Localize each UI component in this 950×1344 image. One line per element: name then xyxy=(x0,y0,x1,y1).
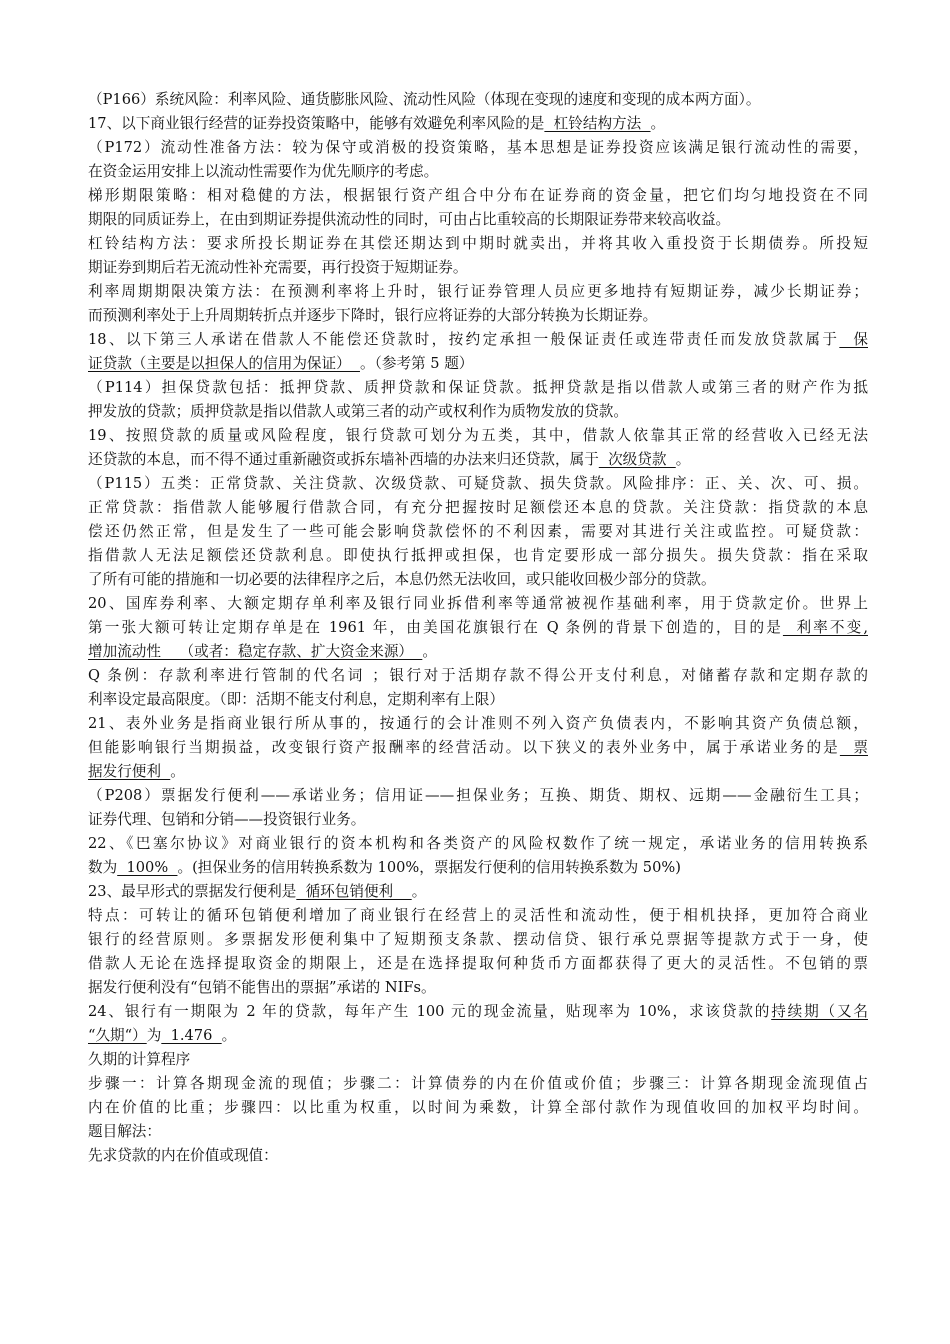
text-line xyxy=(88,856,868,880)
line-text: 在资金运用安排上以流动性需要作为优先顺序的考虑。 xyxy=(88,163,439,180)
line-text: 。 xyxy=(170,763,185,780)
text-line xyxy=(88,928,868,952)
text-line xyxy=(88,112,868,136)
line-text: 而预测利率处于上升周期转折点并逐步下降时，银行应将证券的大部分转换为长期证券。 xyxy=(88,307,658,324)
line-text: 。 xyxy=(650,115,666,132)
text-line xyxy=(88,736,868,760)
line-text: （P172）流动性准备方法：较为保守或消极的投资策略，基本思想是证券投资应该满足银行流动性的需要， xyxy=(88,139,868,156)
answer-blank: 增加流动性 （或者：稳定存款、扩大资金来源） xyxy=(88,643,423,660)
text-line xyxy=(88,424,868,448)
text-line xyxy=(88,880,868,904)
line-text: 期限的同质证券上，在由到期证券提供流动性的同时，可由占比重较高的长期限证券带来较高收益。 xyxy=(88,211,731,228)
line-text: （P114）担保贷款包括：抵押贷款、质押贷款和保证贷款。抵押贷款是指以借款人或第三者的财产作为抵 xyxy=(88,379,868,396)
text-line xyxy=(88,640,868,664)
line-text: 银行的经营原则。多票据发形便利集中了短期预支条款、摆动信贷、银行承兑票据等提款方式于一身，使 xyxy=(88,931,868,948)
answer-blank: 持续期（又名 xyxy=(771,1003,868,1020)
answer-blank: 100% xyxy=(117,859,178,876)
document-page xyxy=(88,88,868,1168)
text-line xyxy=(88,760,868,784)
text-line xyxy=(88,520,868,544)
line-text: Q 条例：存款利率进行管制的代名词 ；银行对于活期存款不得公开支付利息，对储蓄存款和定期存款的 xyxy=(88,667,868,684)
answer-blank: 证贷款（主要是以担保人的信用为保证） xyxy=(88,355,360,372)
answer-blank: 保 xyxy=(839,331,868,348)
text-line xyxy=(88,1120,868,1144)
line-text: 杠铃结构方法：要求所投长期证券在其偿还期达到中期时就卖出，并将其收入重投资于长期债券。所投短 xyxy=(88,235,868,252)
line-text: 20、国库券利率、大额定期存单利率及银行同业拆借利率等通常被视作基础利率，用于贷款定价。世界上 xyxy=(88,595,868,612)
text-line xyxy=(88,616,868,640)
line-text: （P166）系统风险：利率风险、通货膨胀风险、流动性风险（体现在变现的速度和变现的成本两方面）。 xyxy=(88,91,761,108)
line-text: 了所有可能的措施和一切必要的法律程序之后，本息仍然无法收回，或只能收回极少部分的贷款。 xyxy=(88,571,716,588)
line-text: 先求贷款的内在价值或现值： xyxy=(88,1147,278,1164)
line-text: 19、按照贷款的质量或风险程度，银行贷款可划分为五类，其中，借款人依靠其正常的经营收入已经无法 xyxy=(88,427,868,444)
line-text: 17、以下商业银行经营的证券投资策略中，能够有效避免利率风险的是 xyxy=(88,115,545,132)
text-line xyxy=(88,376,868,400)
line-text: 久期的计算程序 xyxy=(88,1051,191,1068)
line-text: 。 xyxy=(411,883,427,900)
answer-blank: 杠铃结构方法 xyxy=(544,115,651,132)
line-text: 。（参考第 5 题） xyxy=(359,355,474,372)
text-line xyxy=(88,544,868,568)
line-text: 押发放的贷款；质押贷款是指以借款人或第三者的动产或权利作为质物发放的贷款。 xyxy=(88,403,628,420)
text-line xyxy=(88,664,868,688)
answer-blank: 1.476 xyxy=(161,1027,222,1044)
text-line xyxy=(88,256,868,280)
text-line xyxy=(88,1072,868,1096)
text-line xyxy=(88,1048,868,1072)
line-text: 据发行便利没有“包销不能售出的票据”承诺的 NIFs。 xyxy=(88,979,436,996)
line-text: 期证券到期后若无流动性补充需要，再行投资于短期证券。 xyxy=(88,259,468,276)
text-line xyxy=(88,976,868,1000)
text-line xyxy=(88,712,868,736)
line-text: 数为 xyxy=(88,859,118,876)
text-line xyxy=(88,808,868,832)
line-text: 内在价值的比重；步骤四：以比重为权重，以时间为乘数，计算全部付款作为现值收回的加权平均时间。 xyxy=(88,1099,868,1116)
line-text: 。(担保业务的信用转换系数为 100%，票据发行便利的信用转换系数为 50%) xyxy=(177,859,681,876)
text-line xyxy=(88,304,868,328)
text-line xyxy=(88,496,868,520)
line-text: 22、《巴塞尔协议》对商业银行的资本机构和各类资产的风险权数作了统一规定，承诺业务的信用转换系 xyxy=(88,835,868,852)
text-line xyxy=(88,952,868,976)
line-text: 21、表外业务是指商业银行所从事的，按通行的会计准则不列入资产负债表内，不影响其资产负债总额， xyxy=(88,715,868,732)
line-text: 为 xyxy=(146,1027,162,1044)
line-text: 利率设定最高限度。（即：活期不能支付利息，定期利率有上限） xyxy=(88,691,504,708)
text-line xyxy=(88,1144,868,1168)
line-text: 利率周期期限决策方法：在预测利率将上升时，银行证券管理人员应更多地持有短期证券，减少长期证券； xyxy=(88,283,868,300)
line-text: （P208）票据发行便利——承诺业务；信用证——担保业务；互换、期货、期权、远期——金融衍生工具； xyxy=(88,787,868,804)
text-line xyxy=(88,472,868,496)
line-text: 。 xyxy=(675,451,691,468)
text-line xyxy=(88,1000,868,1024)
line-text: 步骤一：计算各期现金流的现值；步骤二：计算债券的内在价值或价值；步骤三：计算各期现金流现值占 xyxy=(88,1075,868,1092)
text-line xyxy=(88,352,868,376)
text-line xyxy=(88,832,868,856)
line-text: 梯形期限策略：相对稳健的方法，根据银行资产组合中分布在证券商的资金量，把它们均匀地投资在不同 xyxy=(88,187,868,204)
line-text: 。 xyxy=(221,1027,237,1044)
text-line xyxy=(88,1096,868,1120)
text-line xyxy=(88,592,868,616)
line-text: 18、以下第三人承诺在借款人不能偿还贷款时，按约定承担一般保证责任或连带责任而发放贷款属于 xyxy=(88,331,840,348)
line-text: 还贷款的本息，而不得不通过重新融资或拆东墙补西墙的办法来归还贷款，属于 xyxy=(88,451,599,468)
line-text: 但能影响银行当期损益，改变银行资产报酬率的经营活动。以下狭义的表外业务中，属于承诺业务的是 xyxy=(88,739,840,756)
answer-blank: 据发行便利 xyxy=(88,763,171,780)
text-line xyxy=(88,160,868,184)
text-line xyxy=(88,136,868,160)
line-text: 指借款人无法足额偿还贷款利息。即使执行抵押或担保，也肯定要形成一部分损失。损失贷款：指在采取 xyxy=(88,547,868,564)
answer-blank: “久期“） xyxy=(88,1027,147,1044)
line-text: 第一张大额可转让定期存单是在 1961 年，由美国花旗银行在 Q 条例的背景下创造的，目的是 xyxy=(88,619,783,636)
line-text: 借款人无论在选择提取资金的期限上，还是在选择提取何种货币方面都获得了更大的灵活性。不包销的票 xyxy=(88,955,868,972)
text-line xyxy=(88,784,868,808)
text-line xyxy=(88,688,868,712)
line-text: 特点：可转让的循环包销便利增加了商业银行在经营上的灵活性和流动性，便于相机抉择，更加符合商业 xyxy=(88,907,868,924)
line-text: 偿还仍然正常，但是发生了一些可能会影响贷款偿怀的不利因素，需要对其进行关注或监控。可疑贷款： xyxy=(88,523,868,540)
line-text: （P115）五类：正常贷款、关注贷款、次级贷款、可疑贷款、损失贷款。风险排序：正、关、次、可、损。 xyxy=(88,475,868,492)
answer-blank: 次级贷款 xyxy=(598,451,676,468)
line-text: 正常贷款：指借款人能够履行借款合同，有充分把握按时足额偿还本息的贷款。关注贷款：指贷款的本息 xyxy=(88,499,868,516)
answer-blank: 利率不变, xyxy=(782,619,868,636)
text-line xyxy=(88,328,868,352)
line-text: 。 xyxy=(422,643,437,660)
text-line xyxy=(88,88,868,112)
text-line xyxy=(88,184,868,208)
text-line xyxy=(88,448,868,472)
text-line xyxy=(88,232,868,256)
text-line xyxy=(88,400,868,424)
line-text: 23、最早形式的票据发行便利是 xyxy=(88,883,297,900)
line-text: 题目解法： xyxy=(88,1123,161,1140)
text-line xyxy=(88,904,868,928)
text-line xyxy=(88,568,868,592)
line-text: 24、银行有一期限为 2 年的贷款，每年产生 100 元的现金流量，贴现率为 10%，求该贷款的 xyxy=(88,1003,772,1020)
text-line xyxy=(88,208,868,232)
text-line xyxy=(88,1024,868,1048)
text-line xyxy=(88,280,868,304)
line-text: 证券代理、包销和分销——投资银行业务。 xyxy=(88,811,366,828)
answer-blank: 票 xyxy=(839,739,868,756)
answer-blank: 循环包销便利 xyxy=(296,883,412,900)
